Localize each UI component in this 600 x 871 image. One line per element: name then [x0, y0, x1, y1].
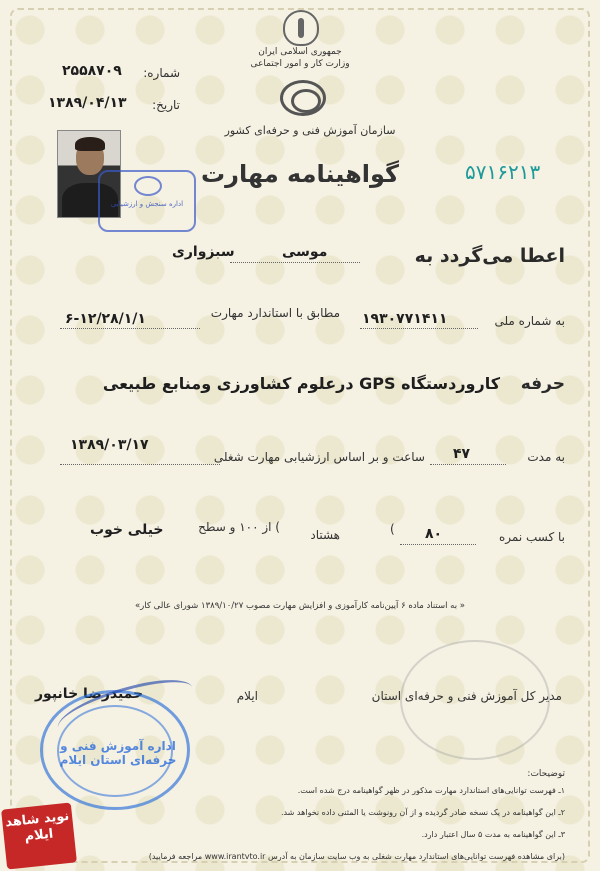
note-item-3: ۳ـ این گواهینامه به مدت ۵ سال اعتبار دارد. [421, 830, 565, 839]
stamp-logo-icon [134, 176, 162, 196]
notes-heading: توضیحات: [527, 769, 565, 779]
photo-stamp [98, 170, 196, 232]
faint-seal [400, 640, 550, 760]
regulation-text: « به استناد ماده ۶ آیین‌نامه کارآموزی و افزایش مهارت مصوب ۱۳۸۹/۱۰/۲۷ شورای عالی کار» [134, 601, 465, 611]
standard-code: ۶-۱۲/۲۸/۱/۱ [65, 311, 146, 327]
name-dotted-line [230, 262, 360, 263]
photo-stamp-text: اداره سنجش و ارزشیابی [110, 200, 184, 208]
date-value: ۱۳۸۹/۰۴/۱۳ [48, 95, 127, 111]
province: ایلام [236, 689, 258, 703]
score-label: با کسب نمره [498, 530, 565, 544]
republic-name: جمهوری اسلامی ایران [258, 47, 342, 57]
duration-value: ۴۷ [453, 446, 471, 462]
last-name: سبزواری [172, 244, 235, 260]
photo-hair [75, 137, 105, 151]
certificate-title: گواهینامه مهارت [201, 160, 399, 188]
skill-level: خیلی خوب [90, 522, 164, 538]
standard-line [60, 328, 200, 329]
national-id: ۱۹۳۰۷۷۱۴۱۱ [362, 311, 448, 327]
number-label: شماره: [143, 66, 180, 80]
serial-number: ۵۷۱۶۲۱۳ [465, 160, 541, 184]
organization-name: سازمان آموزش فنی و حرفه‌ای کشور [224, 124, 396, 137]
trade-value: کاروردستگاه GPS درعلوم کشاورزی ومنابع طبیعی [102, 374, 500, 393]
director-title: مدیر کل آموزش فنی و حرفه‌ای استان [371, 689, 562, 703]
ministry-name: وزارت کار و امور اجتماعی [250, 59, 350, 69]
national-id-label: به شماره ملی [494, 314, 565, 328]
eval-date: ۱۳۸۹/۰۳/۱۷ [70, 437, 149, 453]
duration-line [430, 464, 506, 465]
score-value: ۸۰ [425, 526, 443, 542]
national-id-line [360, 328, 478, 329]
score-words: هشتاد [310, 528, 340, 542]
director-name: حمیدرضا خانپور [35, 686, 144, 702]
duration-label: به مدت [527, 450, 565, 464]
iran-emblem-icon [283, 10, 319, 46]
first-name: موسی [282, 244, 328, 260]
score-open-paren: ( [390, 522, 395, 536]
granted-label: اعطا می‌گردد به [414, 245, 565, 267]
note-item-2: ۲ـ این گواهینامه در یک نسخه صادر گردیده و از آن رونوشت یا المثنی داده نخواهد شد. [280, 808, 565, 817]
seal-text: اداره آموزش فنی و حرفه‌ای استان ایلام [59, 739, 177, 767]
date-label: تاریخ: [152, 98, 180, 112]
standard-label: مطابق با استاندارد مهارت [210, 306, 340, 320]
eval-date-line [60, 464, 220, 465]
number-value: ۲۵۵۸۷۰۹ [62, 63, 122, 79]
trade-label: حرفه [520, 374, 565, 394]
score-line [400, 544, 476, 545]
tvto-logo-icon [280, 80, 326, 116]
website-note: (برای مشاهده فهرست توانایی‌های استاندارد مهارت شغلی به وب سایت سازمان به آدرس www.irantvto.ir مراجعه فرمایید) [148, 852, 565, 861]
duration-text: ساعت و بر اساس ارزشیابی مهارت شغلی [213, 450, 425, 464]
watermark-line-2: ایلام [23, 826, 54, 845]
note-item-1: ۱ـ فهرست توانایی‌های استاندارد مهارت مذکور در ظهر گواهینامه درج شده است. [297, 786, 565, 795]
score-text: ) از ۱۰۰ و سطح [198, 520, 280, 534]
navid-shahed-watermark [1, 803, 77, 870]
watermark-line-1: نوید شاهد [4, 808, 70, 831]
